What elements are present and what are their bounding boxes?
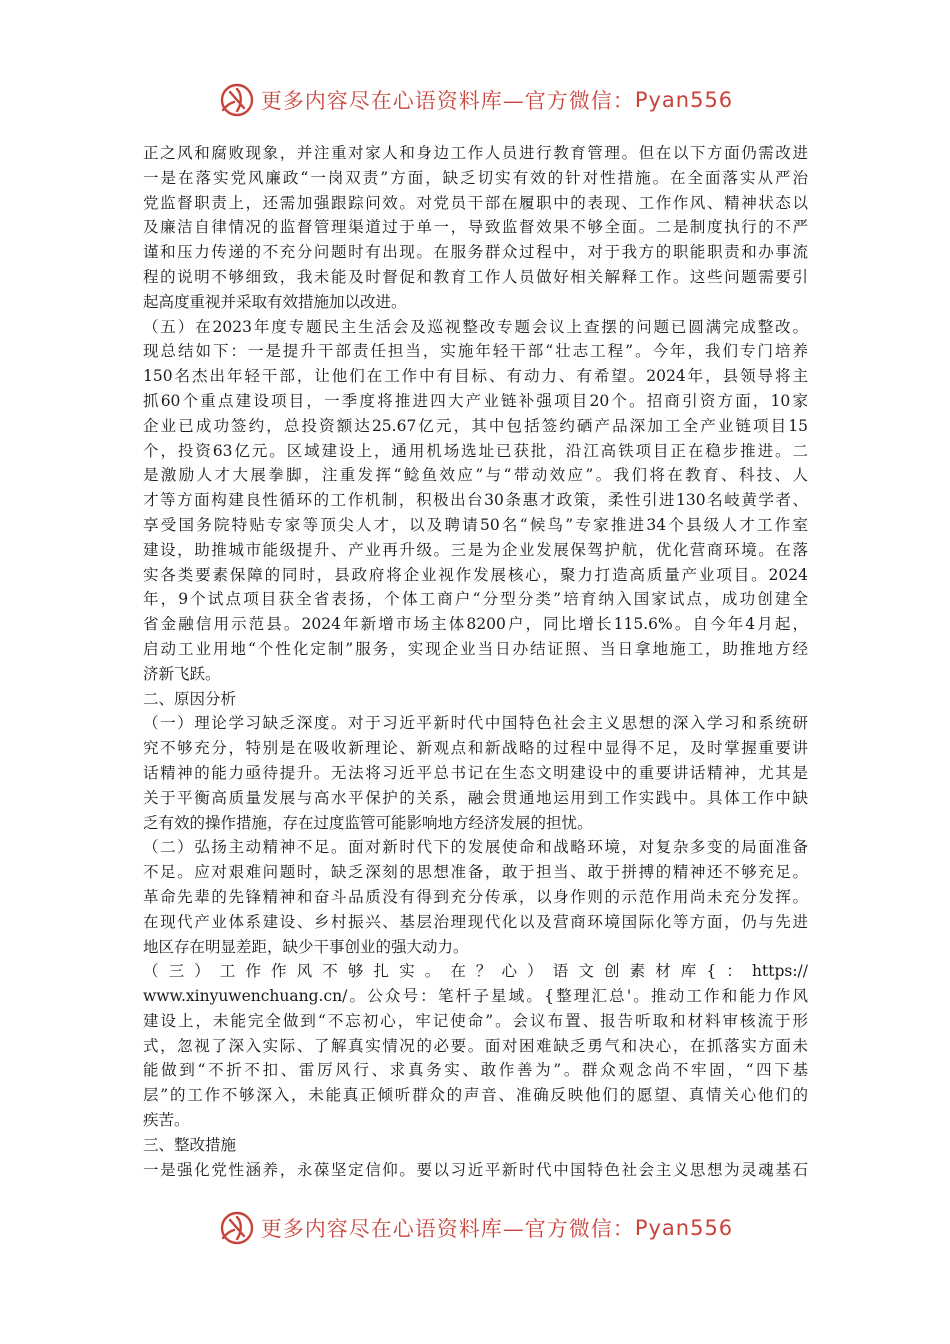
- watermark-banner-top: [0, 80, 950, 120]
- text-line: 一是强化党性涵养，永葆坚定信仰。要以习近平新时代中国特色社会主义思想为灵魂基石: [143, 1160, 808, 1179]
- text-line: 及廉洁自律情况的监督管理渠道过于单一，导致监督效果不够全面。二是制度执行的不严: [143, 218, 808, 237]
- watermark-banner-bottom: [0, 1208, 950, 1248]
- text-line: 关于平衡高质量发展与高水平保护的关系，融会贯通地运用到工作实践中。具体工作中缺: [143, 788, 808, 807]
- text-line: 企业已成功签约，总投资额达25.67亿元，其中包括签约硒产品深加工全产业链项目15: [143, 416, 808, 435]
- text-line: 建设，助推城市能级提升、产业再升级。三是为企业发展保驾护航，优化营商环境。在落: [143, 540, 808, 559]
- text-line: 实各类要素保障的同时，县政府将企业视作发展核心，聚力打造高质量产业项目。2024: [143, 565, 808, 584]
- text-line: 谨和压力传递的不充分问题时有出现。在服务群众过程中，对于我方的职能职责和办事流: [143, 243, 808, 262]
- text-line: 不足。应对艰难问题时，缺乏深刻的思想准备，敢于担当、敢于拼搏的精神还不够充足。: [143, 863, 808, 882]
- text-line: 个，投资63亿元。区域建设上，通用机场选址已获批，沿江高铁项目正在稳步推进。二: [143, 441, 808, 460]
- text-line: 在现代产业体系建设、乡村振兴、基层治理现代化以及营商环境国际化等方面，仍与先进: [143, 912, 808, 931]
- text-line: 济新飞跃。: [143, 664, 221, 683]
- text-line: 150名杰出年轻干部，让他们在工作中有目标、有动力、有希望。2024年，县领导将主: [143, 367, 808, 386]
- document-body: [143, 141, 808, 1182]
- text-line: 现总结如下：一是提升干部责任担当，实施年轻干部“壮志工程”。今年，我们专门培养: [143, 342, 808, 361]
- text-line: 省金融信用示范县。2024年新增市场主体8200户，同比增长115.6%。自今年4月起，: [143, 615, 808, 634]
- watermark-id: Pyan556: [634, 1216, 734, 1240]
- text-line: （一）理论学习缺乏深度。对于习近平新时代中国特色社会主义思想的深入学习和系统研: [143, 714, 808, 733]
- text-line: 正之风和腐败现象，并注重对家人和身边工作人员进行教育管理。但在以下方面仍需改进: [143, 144, 808, 162]
- text-line: 乏有效的操作措施，存在过度监管可能影响地方经济发展的担忧。: [143, 813, 593, 832]
- text-line: 起高度重视并采取有效措施加以改进。: [143, 292, 407, 311]
- logo-icon: [217, 1208, 257, 1248]
- text-line: （五）在2023年度专题民主生活会及巡视整改专题会议上查摆的问题已圆满完成整改。: [143, 317, 808, 336]
- section-heading: 三、整改措施: [143, 1135, 237, 1154]
- text-line: 是激励人才大展拳脚，注重发挥“鲶鱼效应”与“带动效应”。我们将在教育、科技、人: [143, 466, 808, 485]
- watermark-text: 更多内容尽在心语资料库—官方微信：: [260, 1217, 635, 1241]
- text-line: 层”的工作不够深入，未能真正倾听群众的声音、准确反映他们的愿望、真情关心他们的: [143, 1086, 808, 1105]
- text-line: （三）工作作风不够扎实。在？心）语文创素材库{：https://: [143, 962, 808, 981]
- text-line: 一是在落实党风廉政“一岗双责”方面，缺乏切实有效的针对性措施。在全面落实从严治: [143, 168, 808, 187]
- text-line: （二）弘扬主动精神不足。面对新时代下的发展使命和战略环境，对复杂多变的局面准备: [143, 838, 808, 857]
- text-line: 疾苦。: [143, 1111, 190, 1130]
- logo-icon: [217, 80, 257, 120]
- text-line: 建设上，未能完全做到“不忘初心，牢记使命”。会议布置、报告听取和材料审核流于形: [143, 1011, 808, 1030]
- text-line: 党监督职责上，还需加强跟踪问效。对党员干部在履职中的表现、工作作风、精神状态以: [143, 193, 808, 212]
- text-line: 抓60个重点建设项目，一季度将推进四大产业链补强项目20个。招商引资方面，10家: [143, 391, 808, 410]
- text-line: 年，9个试点项目获全省表扬，个体工商户“分型分类”培育纳入国家试点，成功创建全: [143, 590, 808, 609]
- text-line: 究不够充分，特别是在吸收新理论、新观点和新战略的过程中显得不足，及时掌握重要讲: [143, 739, 808, 758]
- text-line: 能做到“不折不扣、雷厉风行、求真务实、敢作善为”。群众观念尚不牢固，“四下基: [143, 1061, 808, 1080]
- text-line: 启动工业用地“个性化定制”服务，实现企业当日办结证照、当日拿地施工，助推地方经: [143, 639, 808, 658]
- text-line: 式，忽视了深入实际、了解真实情况的必要。面对困难缺乏勇气和决心，在抓落实方面未: [143, 1036, 808, 1055]
- text-line: 享受国务院特贴专家等顶尖人才，以及聘请50名“候鸟”专家推进34个县级人才工作室: [143, 515, 808, 534]
- text-line: 才等方面构建良性循环的工作机制，积极出台30条惠才政策，柔性引进130名岐黄学者、: [143, 491, 808, 510]
- text-line: 地区存在明显差距，缺少干事创业的强大动力。: [143, 937, 469, 956]
- watermark-text: 更多内容尽在心语资料库—官方微信：: [260, 89, 635, 113]
- text-line: 革命先辈的先锋精神和奋斗品质没有得到充分传承，以身作则的示范作用尚未充分发挥。: [143, 887, 808, 906]
- section-heading: 二、原因分析: [143, 689, 237, 708]
- watermark-id: Pyan556: [634, 88, 734, 112]
- text-line: www.xinyuwenchuang.cn/。公众号：笔杆子星域。{整理汇总'。推动工作和能力作风: [143, 987, 808, 1006]
- text-line: 程的说明不够细致，我未能及时督促和教育工作人员做好相关解释工作。这些问题需要引: [143, 267, 808, 286]
- text-line: 话精神的能力亟待提升。无法将习近平总书记在生态文明建设中的重要讲话精神，尤其是: [143, 763, 808, 782]
